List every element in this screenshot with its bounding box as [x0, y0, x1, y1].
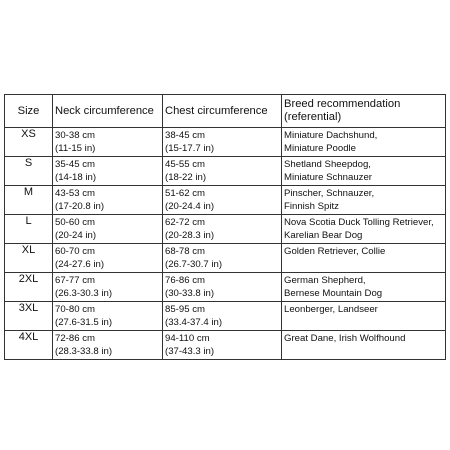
header-chest: Chest circumference [163, 95, 282, 128]
table-row [5, 186, 446, 215]
neck-in: (28.3-33.8 in) [55, 346, 113, 357]
breed-line2: Finnish Spitz [284, 201, 339, 212]
size-cell: XL [5, 244, 53, 273]
chest-cell [163, 273, 282, 302]
neck-in: (17-20.8 in) [55, 201, 105, 212]
neck-cell [53, 273, 163, 302]
chest-in: (37-43.3 in) [165, 346, 215, 357]
breed-line1: Pinscher, Schnauzer, [284, 188, 375, 199]
chest-cell [163, 244, 282, 273]
breed-line2: Bernese Mountain Dog [284, 288, 383, 299]
breed-cell [282, 273, 446, 302]
chest-in: (15-17.7 in) [165, 143, 215, 154]
chest-cell [163, 331, 282, 360]
chest-in: (20-28.3 in) [165, 230, 215, 241]
breed-cell [282, 331, 446, 360]
neck-cell [53, 331, 163, 360]
neck-cm: 30-38 cm [55, 130, 95, 141]
neck-cell [53, 302, 163, 331]
chest-in: (18-22 in) [165, 172, 207, 183]
chest-cm: 85-95 cm [165, 304, 205, 315]
chest-cell [163, 157, 282, 186]
chest-cell [163, 186, 282, 215]
size-cell: 2XL [5, 273, 53, 302]
breed-line2: Miniature Poodle [284, 143, 356, 154]
breed-cell [282, 128, 446, 157]
neck-cm: 70-80 cm [55, 304, 95, 315]
size-cell: L [5, 215, 53, 244]
breed-cell [282, 302, 446, 331]
breed-cell [282, 215, 446, 244]
chest-cm: 68-78 cm [165, 246, 205, 257]
breed-cell [282, 186, 446, 215]
table-row [5, 215, 446, 244]
breed-line1: Leonberger, Landseer [284, 304, 378, 315]
chest-cm: 38-45 cm [165, 130, 205, 141]
header-breed-line2: (referential) [284, 111, 342, 123]
table-row [5, 128, 446, 157]
chest-in: (20-24.4 in) [165, 201, 215, 212]
neck-cm: 67-77 cm [55, 275, 95, 286]
size-cell: S [5, 157, 53, 186]
chest-cell [163, 302, 282, 331]
header-neck: Neck circumference [53, 95, 163, 128]
size-cell: 3XL [5, 302, 53, 331]
neck-cm: 72-86 cm [55, 333, 95, 344]
neck-cell [53, 186, 163, 215]
table-row [5, 244, 446, 273]
neck-in: (11-15 in) [55, 143, 96, 154]
table-row [5, 157, 446, 186]
neck-in: (14-18 in) [55, 172, 97, 183]
size-chart-table [4, 94, 446, 360]
header-row [5, 95, 446, 128]
breed-line1: Shetland Sheepdog, [284, 159, 371, 170]
breed-cell [282, 244, 446, 273]
neck-cell [53, 215, 163, 244]
neck-cell [53, 244, 163, 273]
neck-in: (20-24 in) [55, 230, 97, 241]
neck-in: (27.6-31.5 in) [55, 317, 113, 328]
table-body [5, 128, 446, 360]
breed-line1: Miniature Dachshund, [284, 130, 378, 141]
breed-line1: Nova Scotia Duck Tolling Retriever, [284, 217, 434, 228]
chest-in: (26.7-30.7 in) [165, 259, 223, 270]
neck-cell [53, 128, 163, 157]
chest-cm: 76-86 cm [165, 275, 205, 286]
size-cell: M [5, 186, 53, 215]
chest-cm: 62-72 cm [165, 217, 205, 228]
neck-cm: 35-45 cm [55, 159, 95, 170]
table-row [5, 302, 446, 331]
chest-cell [163, 128, 282, 157]
chest-cm: 45-55 cm [165, 159, 205, 170]
chest-in: (33.4-37.4 in) [165, 317, 223, 328]
table-row [5, 273, 446, 302]
header-breed-line1: Breed recommendation [284, 98, 401, 110]
breed-line1: German Shepherd, [284, 275, 366, 286]
neck-cm: 43-53 cm [55, 188, 95, 199]
neck-in: (24-27.6 in) [55, 259, 105, 270]
breed-line2: Karelian Bear Dog [284, 230, 363, 241]
header-breed [282, 95, 446, 128]
chest-cell [163, 215, 282, 244]
neck-cell [53, 157, 163, 186]
neck-in: (26.3-30.3 in) [55, 288, 113, 299]
breed-cell [282, 157, 446, 186]
chest-in: (30-33.8 in) [165, 288, 215, 299]
chest-cm: 94-110 cm [165, 333, 210, 344]
table-row [5, 331, 446, 360]
neck-cm: 50-60 cm [55, 217, 95, 228]
chest-cm: 51-62 cm [165, 188, 205, 199]
size-cell: 4XL [5, 331, 53, 360]
size-chart [4, 94, 445, 360]
breed-line1: Golden Retriever, Collie [284, 246, 386, 257]
breed-line1: Great Dane, Irish Wolfhound [284, 333, 406, 344]
header-size: Size [5, 95, 53, 128]
size-cell: XS [5, 128, 53, 157]
breed-line2: Miniature Schnauzer [284, 172, 372, 183]
neck-cm: 60-70 cm [55, 246, 95, 257]
